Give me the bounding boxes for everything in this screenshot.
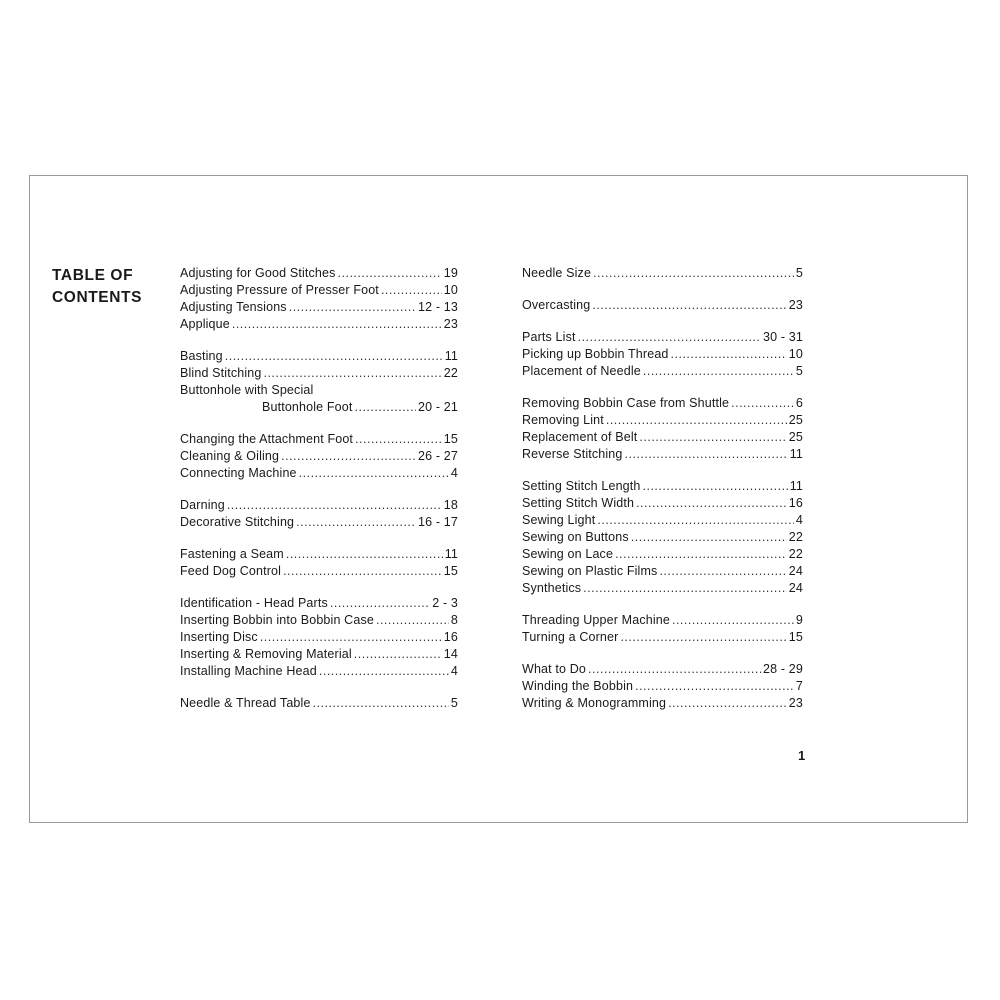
dot-leader xyxy=(639,429,786,446)
toc-entry-label: Inserting Bobbin into Bobbin Case xyxy=(180,613,374,627)
toc-entry-label: Parts List xyxy=(522,330,576,344)
toc-entry-page: 15 xyxy=(443,432,458,446)
dot-leader xyxy=(643,478,788,495)
toc-entry-label: Decorative Stitching xyxy=(180,515,295,529)
dot-leader xyxy=(260,629,442,646)
toc-entry-label: Picking up Bobbin Thread xyxy=(522,347,669,361)
toc-entry xyxy=(522,495,803,512)
dot-leader xyxy=(671,346,787,363)
toc-entry-page: 20 - 21 xyxy=(418,400,458,414)
dot-leader xyxy=(376,612,449,629)
toc-entry xyxy=(180,563,458,580)
toc-entry-page: 25 xyxy=(788,413,803,427)
dot-leader xyxy=(227,497,442,514)
dot-leader xyxy=(615,546,787,563)
toc-entry-label: Overcasting xyxy=(522,298,591,312)
dot-leader xyxy=(583,580,787,597)
dot-leader xyxy=(283,563,442,580)
toc-entry xyxy=(180,646,458,663)
toc-entry xyxy=(522,563,803,580)
toc-entry-label: Adjusting for Good Stitches xyxy=(180,266,336,280)
toc-entry-label: Sewing on Buttons xyxy=(522,530,629,544)
group-spacer xyxy=(180,416,458,431)
dot-leader xyxy=(606,412,787,429)
toc-entry-page: 23 xyxy=(788,298,803,312)
dot-leader xyxy=(597,512,794,529)
toc-entry xyxy=(180,265,458,282)
toc-entry-label: Installing Machine Head xyxy=(180,664,317,678)
toc-entry-page: 2 - 3 xyxy=(432,596,458,610)
toc-entry-page: 7 xyxy=(795,679,803,693)
toc-entry xyxy=(522,446,803,463)
toc-entry xyxy=(522,612,803,629)
toc-entry xyxy=(522,395,803,412)
toc-entry-page: 16 - 17 xyxy=(418,515,458,529)
dot-leader xyxy=(319,663,449,680)
toc-entry-page: 11 xyxy=(789,447,803,461)
toc-entry-label: Removing Lint xyxy=(522,413,604,427)
page-title xyxy=(52,265,142,309)
toc-entry xyxy=(180,612,458,629)
group-spacer xyxy=(522,646,803,661)
group-spacer xyxy=(180,680,458,695)
toc-entry-page: 14 xyxy=(443,647,458,661)
title-line-1: TABLE OF xyxy=(52,267,134,284)
toc-entry xyxy=(180,431,458,448)
toc-entry-label: Replacement of Belt xyxy=(522,430,638,444)
group-spacer xyxy=(180,333,458,348)
toc-entry-label: Basting xyxy=(180,349,223,363)
toc-entry-page: 28 - 29 xyxy=(763,662,803,676)
toc-entry-label: Turning a Corner xyxy=(522,630,619,644)
toc-entry-page: 6 xyxy=(795,396,803,410)
toc-entry xyxy=(522,412,803,429)
toc-entry-page: 26 - 27 xyxy=(418,449,458,463)
toc-entry xyxy=(180,316,458,333)
toc-entry-label: Cleaning & Oiling xyxy=(180,449,280,463)
dot-leader xyxy=(588,661,761,678)
toc-entry xyxy=(180,663,458,680)
group-spacer xyxy=(180,482,458,497)
toc-column-left xyxy=(180,265,458,712)
dot-leader xyxy=(578,329,761,346)
document-page xyxy=(29,175,968,823)
dot-leader xyxy=(643,363,794,380)
toc-entry xyxy=(180,546,458,563)
toc-entry xyxy=(180,695,458,712)
toc-entry xyxy=(180,465,458,482)
toc-entry-page: 22 xyxy=(443,366,458,380)
toc-entry-page: 22 xyxy=(788,530,803,544)
toc-entry-page: 4 xyxy=(450,466,458,480)
title-line-2: CONTENTS xyxy=(52,289,143,306)
group-spacer xyxy=(522,380,803,395)
group-spacer xyxy=(522,597,803,612)
toc-entry xyxy=(522,297,803,314)
dot-leader xyxy=(625,446,788,463)
toc-entry xyxy=(522,580,803,597)
toc-entry xyxy=(180,282,458,299)
dot-leader xyxy=(635,678,794,695)
toc-entry xyxy=(180,348,458,365)
dot-leader xyxy=(659,563,786,580)
group-spacer xyxy=(522,463,803,478)
toc-entry-page: 4 xyxy=(795,513,803,527)
toc-entry-page: 15 xyxy=(788,630,803,644)
toc-entry-page: 11 xyxy=(444,349,458,363)
dot-leader xyxy=(281,448,416,465)
toc-entry-label: Changing the Attachment Foot xyxy=(180,432,354,446)
dot-leader xyxy=(668,695,787,712)
toc-entry-page: 5 xyxy=(795,364,803,378)
toc-entry-label: Fastening a Seam xyxy=(180,547,284,561)
toc-entry-page: 24 xyxy=(788,564,803,578)
dot-leader xyxy=(355,399,417,416)
dot-leader xyxy=(299,465,449,482)
toc-entry-label: Inserting & Removing Material xyxy=(180,647,352,661)
toc-entry-label: Threading Upper Machine xyxy=(522,613,670,627)
toc-entry xyxy=(180,382,458,399)
dot-leader xyxy=(631,529,787,546)
dot-leader xyxy=(296,514,416,531)
toc-entry-label: Writing & Monogramming xyxy=(522,696,667,710)
toc-entry xyxy=(522,695,803,712)
dot-leader xyxy=(330,595,430,612)
toc-entry xyxy=(522,478,803,495)
dot-leader xyxy=(381,282,442,299)
toc-entry xyxy=(180,595,458,612)
toc-entry-label: Buttonhole with Special xyxy=(180,383,314,397)
toc-entry-label: Setting Stitch Length xyxy=(522,479,641,493)
toc-entry-label: Sewing on Plastic Films xyxy=(522,564,658,578)
toc-entry-label: Setting Stitch Width xyxy=(522,496,635,510)
toc-entry xyxy=(522,529,803,546)
toc-entry-label: Removing Bobbin Case from Shuttle xyxy=(522,396,730,410)
dot-leader xyxy=(672,612,794,629)
toc-entry-page: 8 xyxy=(450,613,458,627)
toc-entry xyxy=(522,329,803,346)
toc-entry-page: 25 xyxy=(788,430,803,444)
toc-entry-label: What to Do xyxy=(522,662,587,676)
toc-entry-label: Reverse Stitching xyxy=(522,447,623,461)
toc-entry-label: Adjusting Tensions xyxy=(180,300,287,314)
toc-entry-label: Inserting Disc xyxy=(180,630,258,644)
toc-entry-page: 10 xyxy=(443,283,458,297)
page-number: 1 xyxy=(798,748,806,763)
toc-entry-page: 18 xyxy=(443,498,458,512)
toc-entry-page: 16 xyxy=(443,630,458,644)
toc-entry-label: Connecting Machine xyxy=(180,466,297,480)
toc-entry-label: Sewing on Lace xyxy=(522,547,614,561)
toc-entry xyxy=(180,497,458,514)
toc-entry-label: Applique xyxy=(180,317,230,331)
toc-entry xyxy=(522,363,803,380)
toc-entry-page: 12 - 13 xyxy=(418,300,458,314)
dot-leader xyxy=(286,546,443,563)
toc-entry-label: Identification - Head Parts xyxy=(180,596,328,610)
toc-entry xyxy=(180,399,458,416)
toc-entry-label: Needle & Thread Table xyxy=(180,696,311,710)
dot-leader xyxy=(731,395,794,412)
toc-entry xyxy=(180,365,458,382)
group-spacer xyxy=(522,314,803,329)
toc-entry xyxy=(522,661,803,678)
toc-entry-page: 4 xyxy=(450,664,458,678)
group-spacer xyxy=(180,531,458,546)
toc-entry-label: Adjusting Pressure of Presser Foot xyxy=(180,283,379,297)
toc-entry-page: 23 xyxy=(788,696,803,710)
toc-entry xyxy=(180,514,458,531)
toc-entry xyxy=(522,678,803,695)
toc-entry-page: 11 xyxy=(789,479,803,493)
dot-leader xyxy=(620,629,786,646)
toc-entry-label: Feed Dog Control xyxy=(180,564,282,578)
toc-entry-label: Synthetics xyxy=(522,581,582,595)
toc-entry-page: 10 xyxy=(788,347,803,361)
group-spacer xyxy=(180,580,458,595)
toc-entry-page: 9 xyxy=(795,613,803,627)
toc-entry-label: Blind Stitching xyxy=(180,366,262,380)
toc-entry-label: Placement of Needle xyxy=(522,364,641,378)
toc-entry-label: Winding the Bobbin xyxy=(522,679,634,693)
toc-entry-page: 19 xyxy=(443,266,458,280)
toc-entry-page: 15 xyxy=(443,564,458,578)
toc-entry-page: 11 xyxy=(444,547,458,561)
toc-entry xyxy=(180,448,458,465)
dot-leader xyxy=(338,265,442,282)
toc-entry-label: Needle Size xyxy=(522,266,592,280)
group-spacer xyxy=(522,282,803,297)
toc-entry xyxy=(522,429,803,446)
toc-entry-page: 24 xyxy=(788,581,803,595)
dot-leader xyxy=(355,431,442,448)
dot-leader xyxy=(592,297,786,314)
dot-leader xyxy=(232,316,442,333)
toc-entry-page: 30 - 31 xyxy=(763,330,803,344)
dot-leader xyxy=(593,265,794,282)
dot-leader xyxy=(263,365,441,382)
toc-entry xyxy=(522,265,803,282)
toc-entry-page: 22 xyxy=(788,547,803,561)
toc-entry-page: 5 xyxy=(450,696,458,710)
dot-leader xyxy=(354,646,442,663)
toc-entry xyxy=(180,629,458,646)
toc-entry xyxy=(522,346,803,363)
toc-entry-page: 23 xyxy=(443,317,458,331)
toc-entry xyxy=(522,512,803,529)
dot-leader xyxy=(313,695,449,712)
toc-entry-label: Sewing Light xyxy=(522,513,596,527)
toc-entry-label: Darning xyxy=(180,498,225,512)
dot-leader xyxy=(289,299,416,316)
toc-entry-page: 16 xyxy=(788,496,803,510)
toc-entry-label: Buttonhole Foot xyxy=(262,400,353,414)
toc-entry xyxy=(522,546,803,563)
toc-entry xyxy=(522,629,803,646)
toc-entry xyxy=(180,299,458,316)
dot-leader xyxy=(225,348,443,365)
toc-entry-page: 5 xyxy=(795,266,803,280)
dot-leader xyxy=(636,495,787,512)
toc-column-right xyxy=(522,265,803,712)
